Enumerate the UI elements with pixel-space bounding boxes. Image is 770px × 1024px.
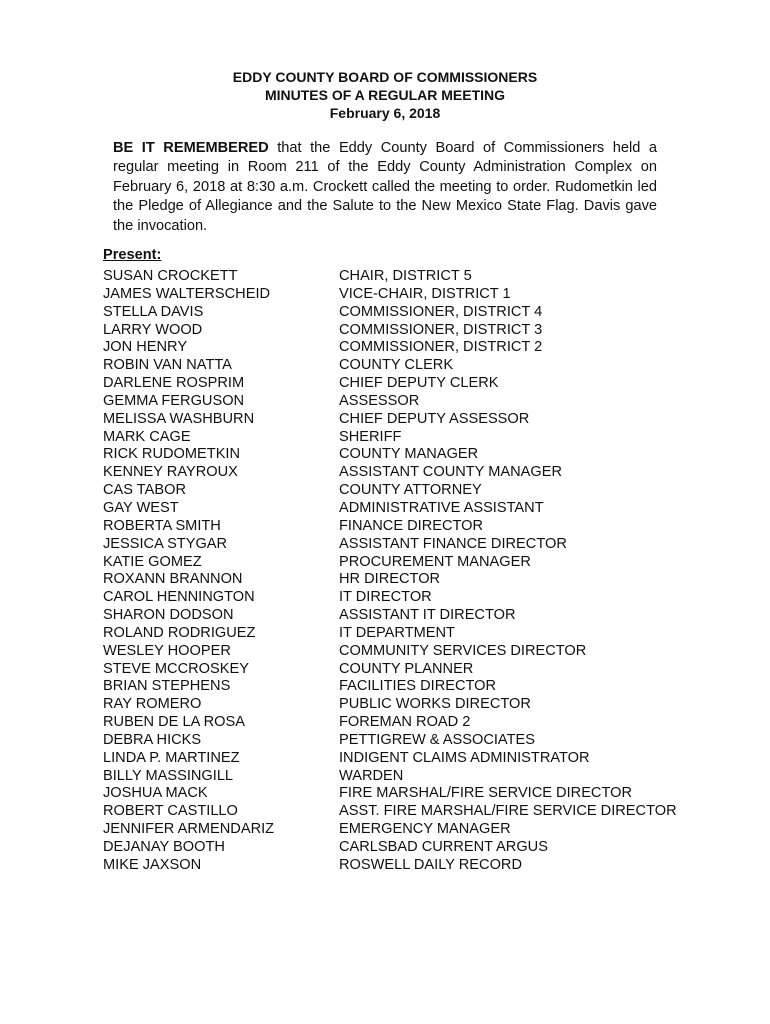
attendee-title: CHAIR, DISTRICT 5 [339, 268, 472, 284]
attendee-row [103, 839, 743, 857]
attendee-name: LARRY WOOD [103, 321, 203, 338]
attendee-row [103, 464, 743, 482]
attendee-name: MARK CAGE [103, 428, 191, 445]
attendee-title: COMMISSIONER, DISTRICT 3 [339, 321, 543, 338]
attendee-row [103, 768, 743, 786]
attendee-name: JAMES WALTERSCHEID [103, 285, 271, 302]
attendee-name: ROXANN BRANNON [103, 571, 243, 588]
intro-paragraph [113, 139, 657, 236]
attendee-name: JENNIFER ARMENDARIZ [103, 821, 275, 838]
attendee-row [103, 750, 743, 768]
attendee-title: FACILITIES DIRECTOR [339, 678, 497, 695]
attendee-row [103, 536, 743, 554]
attendee-title: ASSISTANT COUNTY MANAGER [339, 464, 562, 481]
attendee-title: COMMUNITY SERVICES DIRECTOR [339, 642, 587, 659]
attendee-name: ROLAND RODRIGUEZ [103, 624, 256, 641]
attendee-row [103, 643, 743, 661]
intro-body: that the Eddy County Board of Commissioners held a regular meeting in Room 211 of the Eddy County Administration Complex on February 6, 2018 at 8:30 a.m. Crockett called the meeting to order. Rudometkin led the Pledge of Allegiance and the Salute to the New Mexico State Flag. Davis gave the invocation. [113, 140, 657, 234]
attendee-name: RUBEN DE LA ROSA [103, 714, 245, 731]
attendee-name: STEVE MCCROSKEY [103, 660, 249, 677]
attendee-row [103, 304, 743, 322]
attendee-name: MIKE JAXSON [103, 856, 202, 873]
attendee-title: VICE-CHAIR, DISTRICT 1 [339, 285, 511, 302]
attendee-name: JOSHUA MACK [103, 785, 208, 802]
attendee-row [103, 714, 743, 732]
attendee-row [103, 571, 743, 589]
attendee-row [103, 661, 743, 679]
attendee-title: PETTIGREW & ASSOCIATES [339, 731, 535, 748]
attendee-title: FINANCE DIRECTOR [339, 517, 484, 534]
attendee-row [103, 286, 743, 304]
attendee-name: MELISSA WASHBURN [103, 410, 255, 427]
attendee-title: ROSWELL DAILY RECORD [339, 856, 523, 873]
attendee-row [103, 678, 743, 696]
attendee-title: SHERIFF [339, 428, 402, 445]
attendee-title: IT DEPARTMENT [339, 624, 455, 641]
attendee-title: COUNTY CLERK [339, 357, 454, 374]
attendee-row [103, 357, 743, 375]
present-heading: Present: [103, 247, 162, 263]
attendee-title: FIRE MARSHAL/FIRE SERVICE DIRECTOR [339, 785, 633, 802]
attendee-name: ROBERTA SMITH [103, 517, 221, 534]
attendee-row [103, 554, 743, 572]
attendee-row [103, 696, 743, 714]
attendee-name: DEJANAY BOOTH [103, 839, 225, 855]
attendee-name: STELLA DAVIS [103, 303, 204, 320]
attendee-name: CAROL HENNINGTON [103, 589, 255, 606]
attendee-title: CHIEF DEPUTY CLERK [339, 375, 499, 392]
attendee-row [103, 339, 743, 357]
attendee-title: CARLSBAD CURRENT ARGUS [339, 839, 548, 855]
attendee-name: GEMMA FERGUSON [103, 392, 245, 409]
attendee-name: GAY WEST [103, 499, 179, 516]
attendee-name: RICK RUDOMETKIN [103, 446, 241, 463]
attendee-name: DARLENE ROSPRIM [103, 375, 245, 392]
attendee-name: KATIE GOMEZ [103, 553, 202, 570]
attendee-title: CHIEF DEPUTY ASSESSOR [339, 410, 530, 427]
board-title: EDDY COUNTY BOARD OF COMMISSIONERS [232, 69, 538, 85]
attendee-row [103, 589, 743, 607]
attendee-row [103, 732, 743, 750]
attendee-name: BRIAN STEPHENS [103, 678, 231, 695]
attendee-row [103, 482, 743, 500]
meeting-date: February 6, 2018 [329, 105, 441, 121]
attendee-name: KENNEY RAYROUX [103, 464, 238, 481]
attendee-title: ASSISTANT FINANCE DIRECTOR [339, 535, 567, 552]
attendee-row [103, 607, 743, 625]
attendee-row [103, 857, 743, 875]
attendee-row [103, 429, 743, 447]
attendee-title: COUNTY PLANNER [339, 660, 474, 677]
attendee-row [103, 446, 743, 464]
attendee-name: SUSAN CROCKETT [103, 268, 238, 284]
attendee-row [103, 500, 743, 518]
attendee-name: SHARON DODSON [103, 607, 234, 624]
attendee-row [103, 322, 743, 340]
attendee-title: COMMISSIONER, DISTRICT 4 [339, 303, 543, 320]
attendee-title: ASSISTANT IT DIRECTOR [339, 607, 516, 624]
attendee-title: ASSESSOR [339, 392, 420, 409]
attendee-row [103, 785, 743, 803]
attendee-title: ADMINISTRATIVE ASSISTANT [339, 499, 544, 516]
attendee-row [103, 518, 743, 536]
attendee-title: COMMISSIONER, DISTRICT 2 [339, 339, 543, 356]
attendee-title: FOREMAN ROAD 2 [339, 714, 471, 731]
attendee-title: PUBLIC WORKS DIRECTOR [339, 696, 531, 713]
attendee-name: ROBERT CASTILLO [103, 803, 238, 820]
attendee-name: CAS TABOR [103, 482, 186, 499]
attendee-title: COUNTY MANAGER [339, 446, 479, 463]
attendee-title: HR DIRECTOR [339, 571, 441, 588]
attendee-name: JON HENRY [103, 339, 188, 356]
attendee-title: ASST. FIRE MARSHAL/FIRE SERVICE DIRECTOR [339, 803, 677, 820]
attendee-name: WESLEY HOOPER [103, 642, 231, 659]
attendee-row [103, 375, 743, 393]
attendee-name: RAY ROMERO [103, 696, 202, 713]
attendee-title: COUNTY ATTORNEY [339, 482, 482, 499]
attendee-name: DEBRA HICKS [103, 731, 202, 748]
meeting-title: MINUTES OF A REGULAR MEETING [264, 87, 506, 103]
attendee-name: BILLY MASSINGILL [103, 767, 234, 784]
document-header [0, 68, 770, 122]
attendee-title: INDIGENT CLAIMS ADMINISTRATOR [339, 749, 590, 766]
attendee-row [103, 393, 743, 411]
attendee-row [103, 625, 743, 643]
attendee-row [103, 411, 743, 429]
attendee-title: EMERGENCY MANAGER [339, 821, 511, 838]
attendee-title: IT DIRECTOR [339, 589, 432, 606]
attendee-title: WARDEN [339, 767, 404, 784]
attendee-name: ROBIN VAN NATTA [103, 357, 232, 374]
attendee-row [103, 821, 743, 839]
intro-lead: BE IT REMEMBERED [113, 140, 269, 156]
attendee-name: JESSICA STYGAR [103, 535, 228, 552]
attendee-name: LINDA P. MARTINEZ [103, 749, 240, 766]
attendee-row [103, 803, 743, 821]
attendee-list [103, 268, 743, 875]
attendee-row [103, 268, 743, 286]
attendee-title: PROCUREMENT MANAGER [339, 553, 531, 570]
